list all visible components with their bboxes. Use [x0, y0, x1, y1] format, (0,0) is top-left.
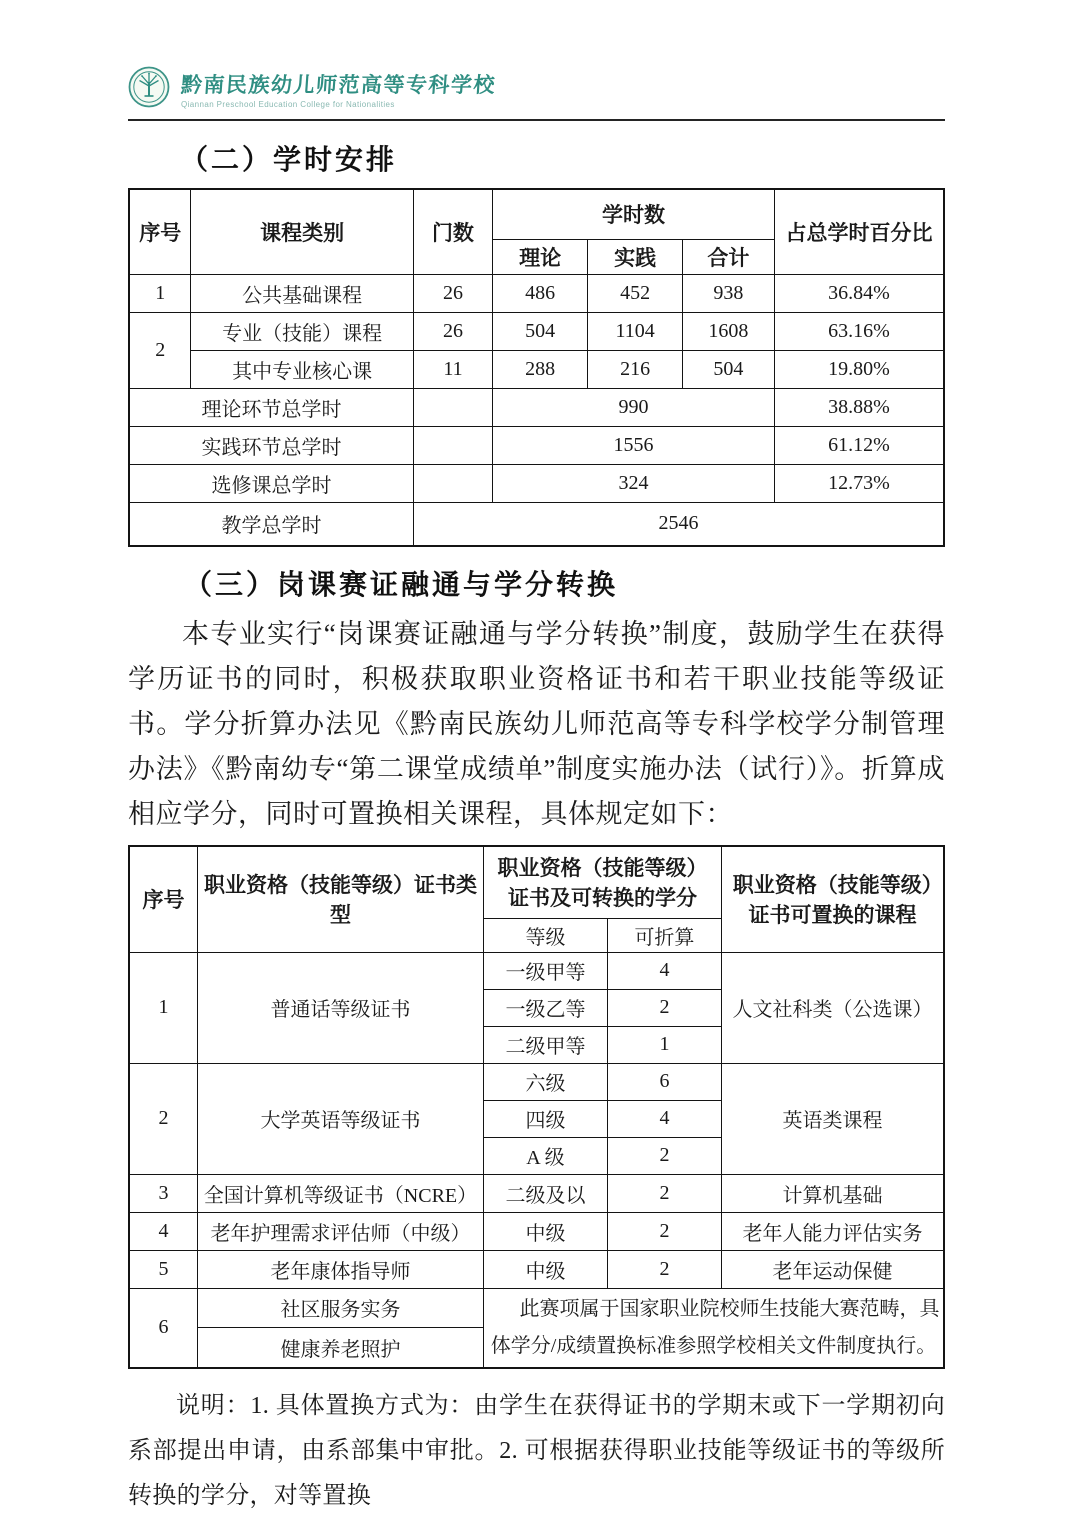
table-cell: 老年康体指导师	[197, 1250, 483, 1288]
table-cell: 452	[588, 274, 683, 312]
table-cell: 2	[607, 1137, 721, 1174]
table-cell: 老年运动保健	[721, 1250, 944, 1288]
table-cell: 二级及以	[484, 1174, 608, 1212]
table-cell: 486	[492, 274, 587, 312]
table-cell: A 级	[484, 1137, 608, 1174]
table-cell: 英语类课程	[721, 1063, 944, 1174]
table-cell: 2	[129, 312, 191, 388]
table-cell: 选修课总学时	[129, 464, 413, 502]
header-cell-practice: 实践	[588, 239, 683, 274]
credits-table	[128, 845, 945, 1369]
table-cell: 老年护理需求评估师（中级）	[197, 1212, 483, 1250]
table-cell: 1	[129, 274, 191, 312]
document-header	[128, 66, 945, 121]
table-cell: 6	[129, 1288, 197, 1368]
table-cell-competition-note: 此赛项属于国家职业院校师生技能大赛范畴，具体学分/成绩置换标准参照学校相关文件制度执行。	[484, 1288, 944, 1368]
table-row-elective-total	[129, 464, 944, 502]
table-cell: 公共基础课程	[191, 274, 413, 312]
header-divider	[128, 119, 945, 121]
table-cell: 26	[413, 274, 492, 312]
table-cell: 2	[607, 1212, 721, 1250]
header-cell-convertible-credits: 职业资格（技能等级）证书及可转换的学分	[484, 846, 722, 918]
table-cell: 324	[492, 464, 774, 502]
school-name-en: Qiannan Preschool Education College for Nationalities	[181, 100, 395, 109]
table-cell-empty	[413, 464, 492, 502]
header-cell-no: 序号	[129, 189, 191, 274]
table-cell: 一级甲等	[484, 952, 608, 989]
table-cell: 其中专业核心课	[191, 350, 413, 388]
table-cell: 理论环节总学时	[129, 388, 413, 426]
table-cell: 26	[413, 312, 492, 350]
table-cell: 1	[607, 1026, 721, 1063]
table-cell: 全国计算机等级证书（NCRE）	[197, 1174, 483, 1212]
table-cell: 四级	[484, 1100, 608, 1137]
table-cell: 实践环节总学时	[129, 426, 413, 464]
table-row-core-courses	[129, 350, 944, 388]
table-cell: 288	[492, 350, 587, 388]
table-cell: 专业（技能）课程	[191, 312, 413, 350]
header-cell-total: 合计	[682, 239, 774, 274]
header-cell-credit: 可折算	[607, 918, 721, 952]
table-row-theory-total	[129, 388, 944, 426]
school-logo-icon	[128, 66, 170, 113]
table-cell: 504	[682, 350, 774, 388]
table-cell: 中级	[484, 1250, 608, 1288]
table-row-public-courses	[129, 274, 944, 312]
table-cell: 2	[607, 1174, 721, 1212]
hours-header-row-1	[129, 189, 944, 239]
table-row-major-courses	[129, 312, 944, 350]
table-cell: 教学总学时	[129, 502, 413, 546]
table-cell: 19.80%	[774, 350, 944, 388]
table-footnote: 说明：1. 具体置换方式为：由学生在获得证书的学期末或下一学期初向系部提出申请，由系部集中审批。2. 可根据获得职业技能等级证书的等级所转换的学分，对等置换	[128, 1392, 945, 1509]
table-row-english	[129, 1063, 944, 1100]
header-cell-level: 等级	[484, 918, 608, 952]
table-cell: 1104	[588, 312, 683, 350]
table-cell: 2546	[413, 502, 944, 546]
table-cell: 38.88%	[774, 388, 944, 426]
table-cell: 4	[607, 952, 721, 989]
table-cell: 4	[129, 1212, 197, 1250]
school-name-block	[181, 69, 496, 109]
hours-table	[128, 188, 945, 547]
header-cell-cert-type: 职业资格（技能等级）证书类型	[197, 846, 483, 952]
table-cell-empty	[413, 426, 492, 464]
table-row-practice-total	[129, 426, 944, 464]
table-cell: 大学英语等级证书	[197, 1063, 483, 1174]
table-cell: 938	[682, 274, 774, 312]
table-cell: 社区服务实务	[197, 1288, 483, 1328]
table-cell: 216	[588, 350, 683, 388]
table-cell: 63.16%	[774, 312, 944, 350]
table-cell: 6	[607, 1063, 721, 1100]
credits-intro-paragraph: 本专业实行“岗课赛证融通与学分转换”制度，鼓励学生在获得学历证书的同时，积极获取职业资格证书和若干职业技能等级证书。学分折算办法见《黔南民族幼儿师范高等专科学校学分制管理办法》《黔南幼专“第二课堂成绩单”制度实施办法（试行）》。折算成相应学分，同时可置换相关课程，具体规定如下：	[128, 619, 945, 829]
table-cell: 2	[607, 989, 721, 1026]
table-cell: 3	[129, 1174, 197, 1212]
header-cell-no: 序号	[129, 846, 197, 952]
table-cell: 中级	[484, 1212, 608, 1250]
header-cell-replaceable-courses: 职业资格（技能等级）证书可置换的课程	[721, 846, 944, 952]
table-cell: 健康养老照护	[197, 1328, 483, 1368]
header-cell-hours: 学时数	[492, 189, 774, 239]
table-row-putonghua	[129, 952, 944, 989]
table-cell: 1608	[682, 312, 774, 350]
table-row-grand-total	[129, 502, 944, 546]
table-cell: 4	[607, 1100, 721, 1137]
table-cell: 5	[129, 1250, 197, 1288]
table-cell: 11	[413, 350, 492, 388]
letterhead	[128, 66, 945, 112]
table-cell: 61.12%	[774, 426, 944, 464]
table-cell: 36.84%	[774, 274, 944, 312]
table-cell: 1556	[492, 426, 774, 464]
table-cell: 2	[607, 1250, 721, 1288]
table-cell: 1	[129, 952, 197, 1063]
table-row-computer	[129, 1174, 944, 1212]
table-cell: 普通话等级证书	[197, 952, 483, 1063]
table-cell: 一级乙等	[484, 989, 608, 1026]
table-row-elder-fitness	[129, 1250, 944, 1288]
header-cell-percent: 占总学时百分比	[774, 189, 944, 274]
table-cell: 六级	[484, 1063, 608, 1100]
table-cell: 老年人能力评估实务	[721, 1212, 944, 1250]
table-cell: 12.73%	[774, 464, 944, 502]
table-row-elder-assess	[129, 1212, 944, 1250]
header-cell-theory: 理论	[492, 239, 587, 274]
table-cell: 504	[492, 312, 587, 350]
table-cell: 990	[492, 388, 774, 426]
table-cell-empty	[413, 388, 492, 426]
table-cell: 计算机基础	[721, 1174, 944, 1212]
header-cell-count: 门数	[413, 189, 492, 274]
school-name-cn: 黔南民族幼儿师范高等专科学校	[180, 72, 497, 97]
table-cell: 二级甲等	[484, 1026, 608, 1063]
table-cell: 人文社科类（公选课）	[721, 952, 944, 1063]
credits-header-row-1	[129, 846, 944, 918]
table-cell: 2	[129, 1063, 197, 1174]
section-credits-heading: （三）岗课赛证融通与学分转换	[184, 570, 619, 601]
section-hours-heading: （二）学时安排	[180, 145, 398, 176]
table-row-competition	[129, 1288, 944, 1328]
header-cell-category: 课程类别	[191, 189, 413, 274]
